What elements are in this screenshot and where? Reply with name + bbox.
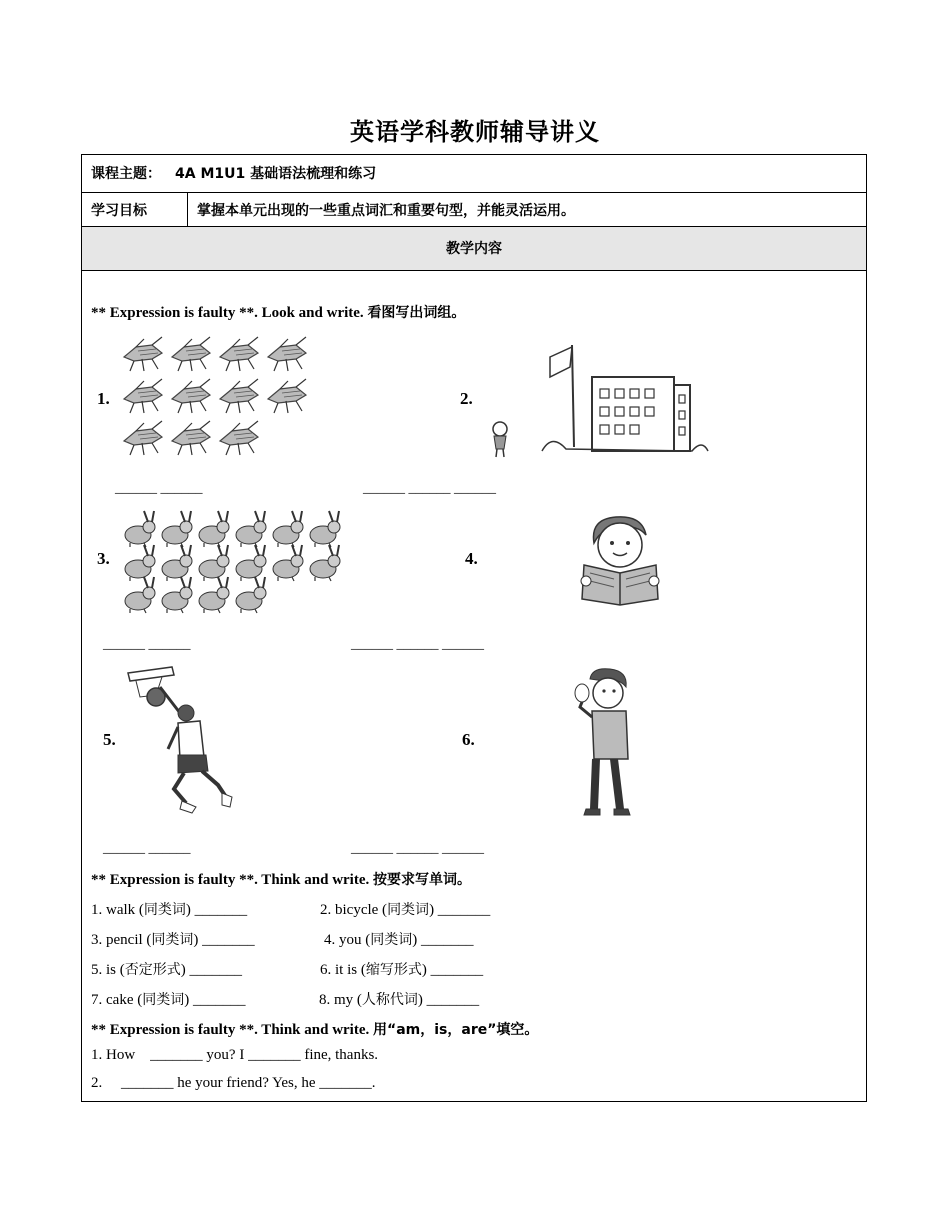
item-6-blanks: ______ ______ ______ <box>351 841 484 856</box>
section1-heading: ** Expression is faulty **. Look and write. 看图写出词组。 <box>91 305 466 321</box>
item-1-number: 1. <box>97 389 110 408</box>
item-2-blanks: ______ ______ ______ <box>363 481 496 496</box>
objective-row <box>82 193 866 227</box>
item-5-blanks: ______ ______ <box>103 841 191 856</box>
exercise-2: 2. bicycle (同类词) _______ <box>320 902 491 918</box>
fill-line-2: 2. _______ he your friend? Yes, he _______. <box>91 1075 376 1091</box>
grasshoppers-icon <box>122 333 312 453</box>
objective-label: 学习目标 <box>91 203 147 219</box>
rabbits-icon <box>122 509 347 614</box>
fill-line-1: 1. How _______ you? I _______ fine, thanks. <box>91 1047 379 1063</box>
exercise-8: 8. my (人称代词) _______ <box>319 992 480 1008</box>
item-3-number: 3. <box>97 549 110 568</box>
item-5-number: 5. <box>103 730 116 749</box>
item-1-blanks: ______ ______ <box>115 481 203 496</box>
school-building-icon <box>482 337 712 457</box>
content-header: 教学内容 <box>446 241 502 257</box>
man-eating-icon <box>570 667 640 819</box>
item-3-blanks: ______ ______ <box>103 637 191 652</box>
exercise-5: 5. is (否定形式) _______ <box>91 962 242 978</box>
boy-reading-icon <box>580 513 670 605</box>
objective-value: 掌握本单元出现的一些重点词汇和重要句型，并能灵活运用。 <box>197 203 575 219</box>
page-title: 英语学科教师辅导讲义 <box>350 118 600 146</box>
item-4-number: 4. <box>465 549 478 568</box>
lesson-table <box>81 154 867 1102</box>
item-2-number: 2. <box>460 389 473 408</box>
item-6-number: 6. <box>462 730 475 749</box>
exercise-3: 3. pencil (同类词) _______ <box>91 932 255 948</box>
exercise-1: 1. walk (同类词) _______ <box>91 902 248 918</box>
teaching-content <box>82 271 866 1103</box>
column-divider <box>187 193 188 226</box>
basketball-player-icon <box>126 667 238 817</box>
course-row <box>82 155 866 193</box>
section2-heading: ** Expression is faulty **. Think and write. 按要求写单词。 <box>91 872 472 888</box>
course-value: 4A M1U1 基础语法梳理和练习 <box>175 166 377 182</box>
exercise-6: 6. it is (缩写形式) _______ <box>320 962 484 978</box>
section3-heading: ** Expression is faulty **. Think and write. 用“am，is，are”填空。 <box>91 1022 539 1038</box>
exercise-4: 4. you (同类词) _______ <box>324 932 474 948</box>
course-label: 课程主题： <box>91 166 161 182</box>
exercise-7: 7. cake (同类词) _______ <box>91 992 246 1008</box>
content-header-row <box>82 227 866 271</box>
item-4-blanks: ______ ______ ______ <box>351 637 484 652</box>
